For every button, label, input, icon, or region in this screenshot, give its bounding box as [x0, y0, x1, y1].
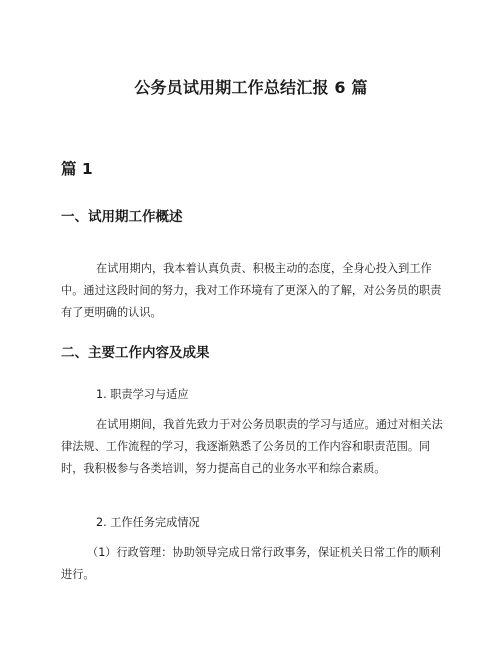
item-label-duty-learning: 1. 职责学习与适应: [96, 388, 189, 401]
overview-paragraph: 在试用期内，我本着认真负责、积极主动的态度，全身心投入到工作中。通过这段时间的努力，我对工作环境有了更深入的了解，对公务员的职责有了更明确的认识。: [61, 262, 442, 320]
admin-management-paragraph: （1）行政管理：协助领导完成日常行政事务，保证机关日常工作的顺利进行。: [61, 546, 441, 582]
document-title: 公务员试用期工作总结汇报 6 篇: [134, 78, 368, 97]
part-heading: 篇 1: [61, 160, 93, 178]
duty-learning-paragraph: 在试用期间，我首先致力于对公务员职责的学习与适应。通过对相关法律法规、工作流程的学习，我逐渐熟悉了公务员的工作内容和职责范围。同时，我积极参与各类培训，努力提高自己的业务水平和综合素质。: [61, 418, 443, 476]
item-label-task-completion: 2. 工作任务完成情况: [96, 516, 200, 529]
section-heading-main-work: 二、主要工作内容及成果: [61, 345, 210, 361]
section-heading-overview: 一、试用期工作概述: [61, 209, 183, 225]
